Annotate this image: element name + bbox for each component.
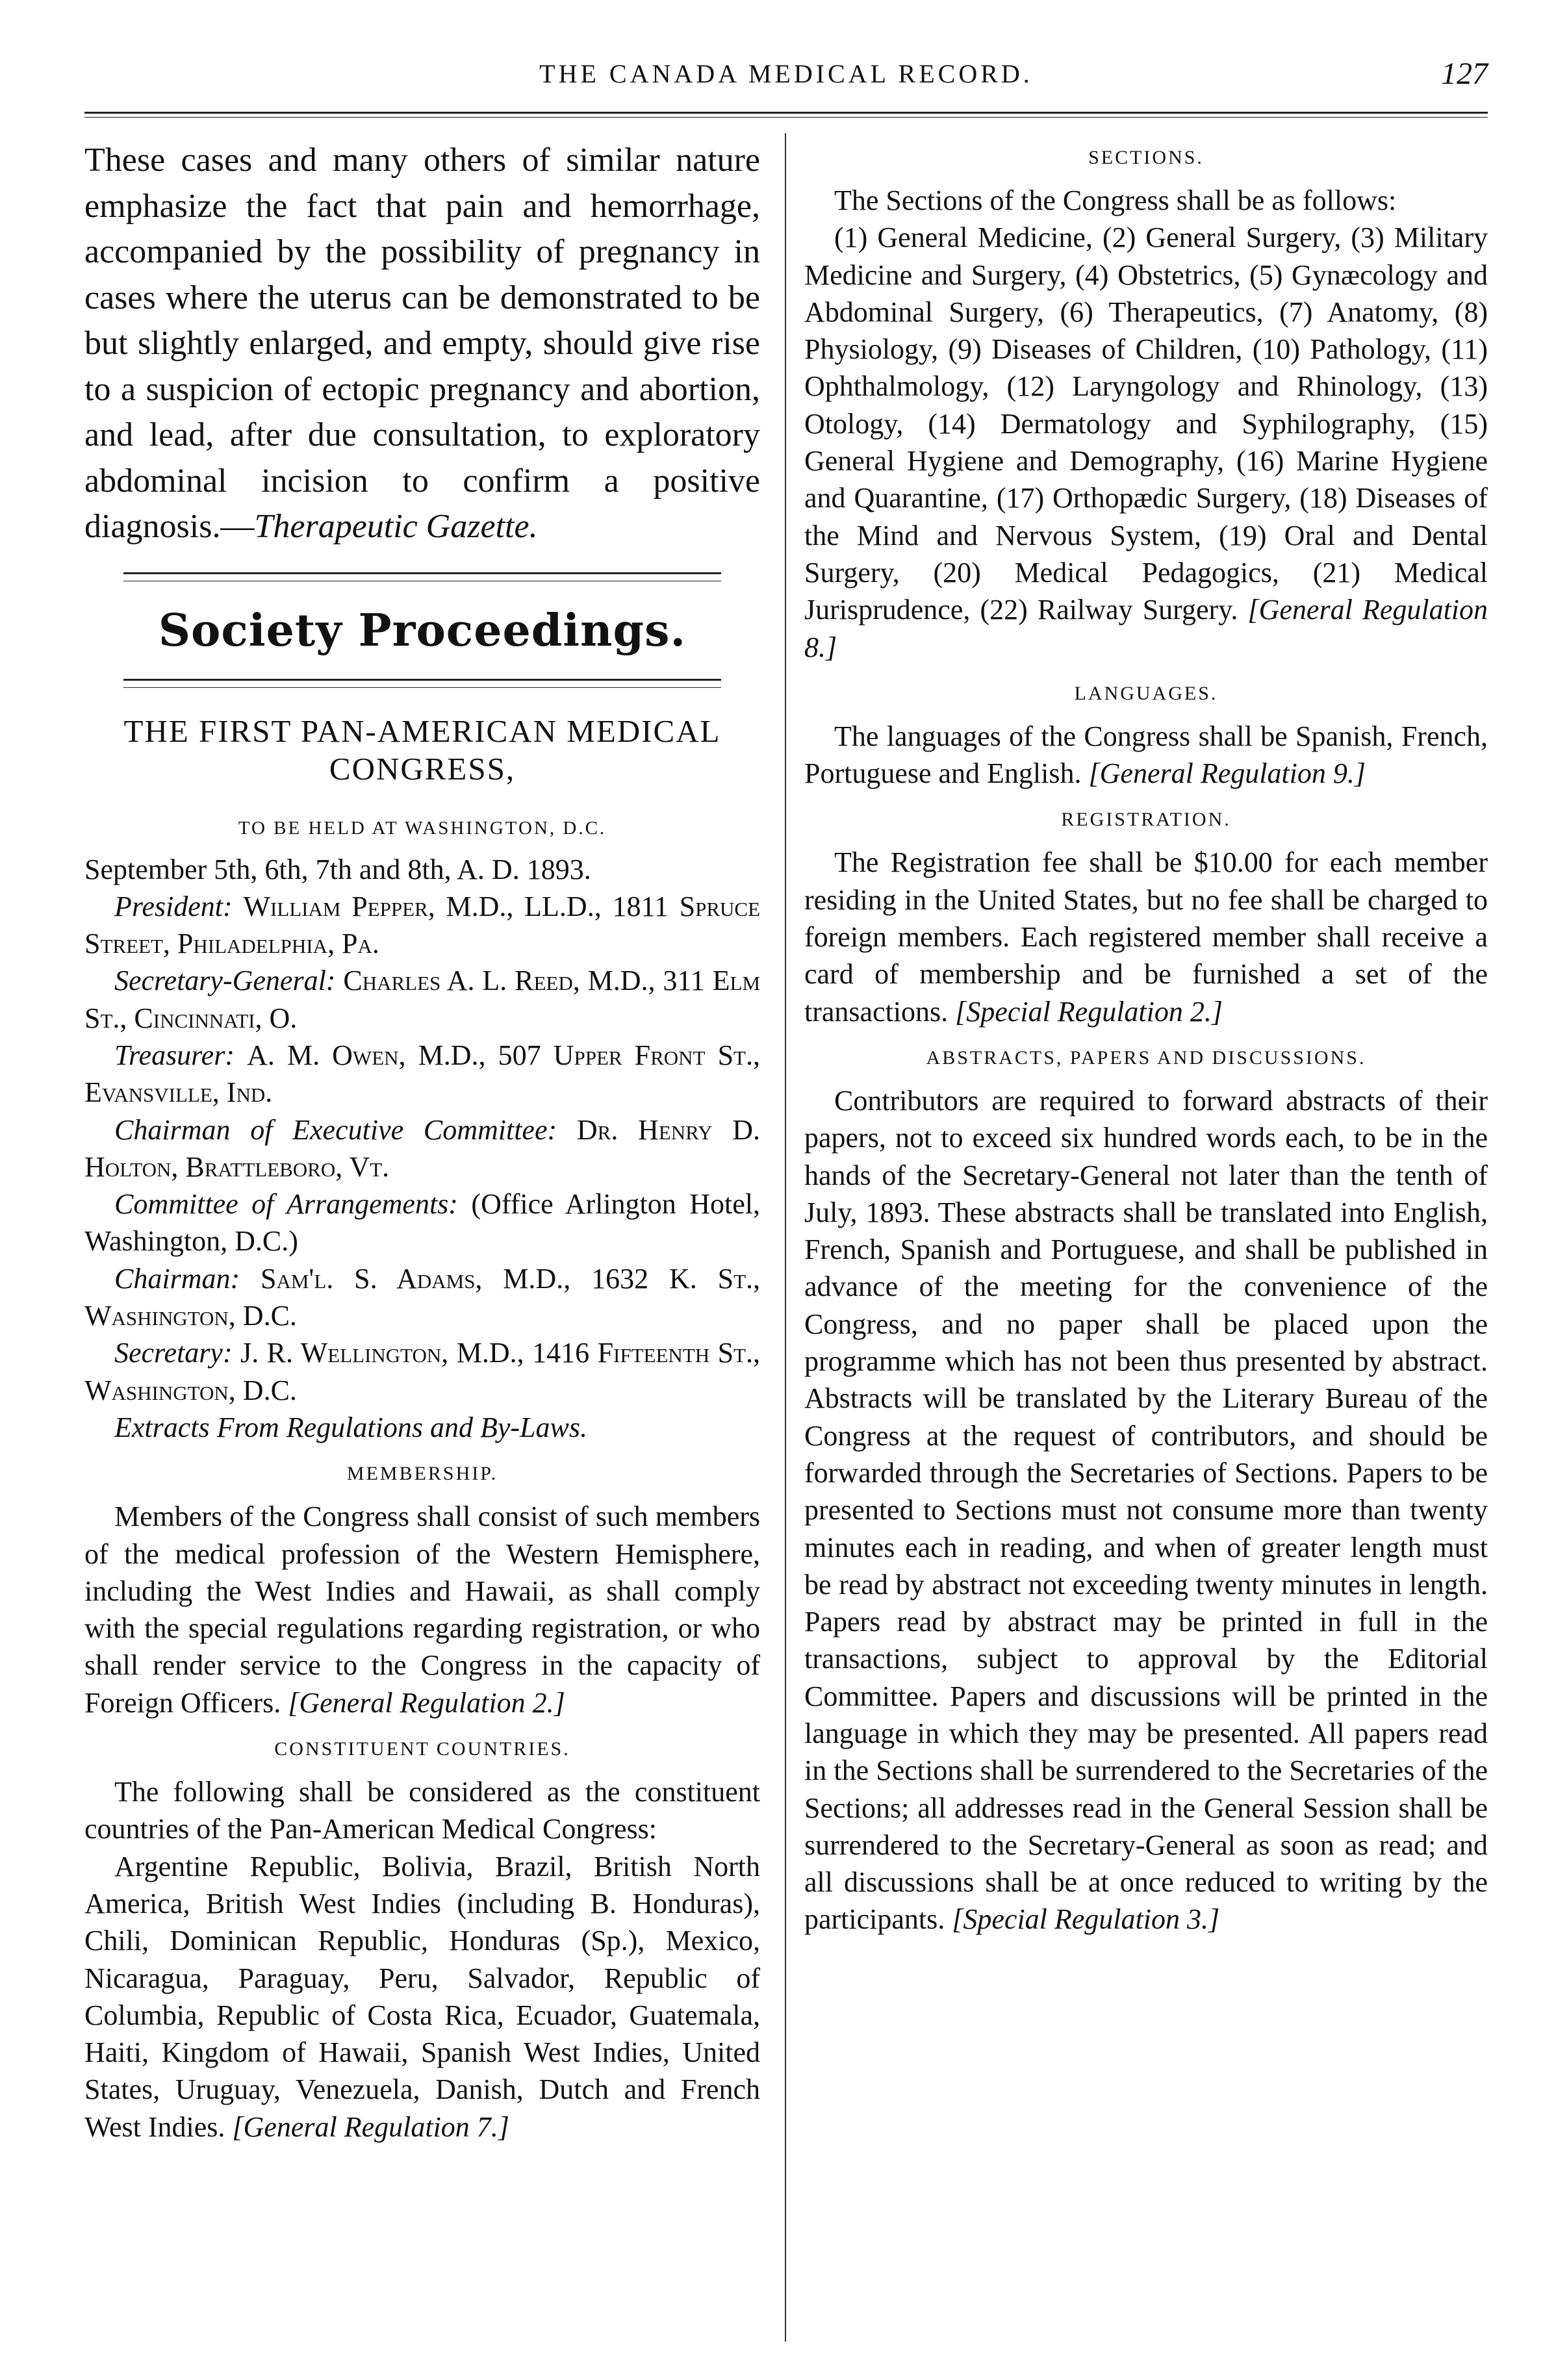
officer-entry (84, 1260, 760, 1335)
article-subtitle: TO BE HELD AT WASHINGTON, D.C. (238, 817, 607, 839)
officer-role: Chairman: (114, 1262, 240, 1295)
regulation-reference: [Special Regulation 2.] (955, 995, 1223, 1028)
source-citation: Therapeutic Gazette. (254, 508, 538, 545)
sections-list-text: (1) General Medicine, (2) General Surgery, (3) Military Medicine and Surgery, (4) Obstetrics, (5) Gynæcology and Abdominal Surgery, (6) Therapeutics, (7) Anatomy, (8) Physiology, (9) Diseases of Children, (10) Pathology, (11) Ophthalmology, (12) Laryngology and Rhinology, (13) Otology, (14) Dermatology and Syphilography, (15) General Hygiene and Demography, (16) Marine Hygiene and Quarantine, (17) Orthopædic Surgery, (18) Diseases of the Mind and Nervous System, (19) Oral and Dental Surgery, (20) Medical Pedagogics, (21) Medical Jurisprudence, (22) Railway Surgery. (804, 222, 1488, 626)
column-divider (785, 133, 786, 2342)
article-title: THE FIRST PAN-AMERICAN MEDICAL CONGRESS, (123, 713, 721, 787)
page-number: 127 (1441, 57, 1488, 91)
sections-list (804, 219, 1488, 666)
constituent-list-text: Argentine Republic, Bolivia, Brazil, British North America, British West Indies (including B. Honduras), Chili, Dominican Republic, Honduras (Sp.), Mexico, Nicaragua, Paraguay, Peru, Salvador, Republic of Columbia, Republic of Costa Rica, Ecuador, Guatemala, Haiti, Kingdom of Hawaii, Spanish West Indies, United States, Uruguay, Venezuela, Danish, Dutch and French West Indies. (84, 1850, 760, 2143)
sections-intro: The Sections of the Congress shall be as follows: (834, 184, 1397, 216)
registration-paragraph (804, 844, 1488, 1030)
officer-entry (84, 1185, 760, 1260)
officer-role: Secretary-General: (114, 965, 336, 997)
regulation-reference: [General Regulation 7.] (232, 2110, 509, 2143)
congress-dates: September 5th, 6th, 7th and 8th, A. D. 1893. (84, 853, 591, 885)
officer-entry (84, 962, 760, 1037)
closing-paragraph (84, 138, 760, 550)
officer-details: Charles A. L. Reed, M.D., 311 Elm St., Cincinnati, O. (84, 965, 761, 1034)
header-rule-thin (84, 117, 1488, 118)
officer-role: President: (114, 890, 233, 922)
officer-details: William Pepper, M.D., LL.D., 1811 Spruce Street, Philadelphia, Pa. (84, 890, 761, 960)
officer-role: Chairman of Executive Committee: (114, 1113, 557, 1146)
officer-entry (84, 1111, 760, 1186)
running-head (84, 58, 1488, 97)
society-proceedings-heading: Society Proceedings. (158, 604, 687, 657)
abstracts-text: Contributors are required to forward abstracts of their papers, not to exceed six hundred words each, to be in the hands of the Secretary-General not later than the tenth of July, 1893. These abstracts shall be translated into English, French, Spanish and Portuguese, and shall be published in advance of the meeting for the convenience of the Congress, and no paper shall be placed upon the programme which has not been thus presented by abstract. Abstracts will be translated by the Literary Bureau of the Congress at the request of contributors, and should be forwarded through the Secretaries of Sections. Papers to be presented to Sections must not consume more than twenty minutes each in reading, and when of greater length must be read by abstract not exceeding twenty minutes in length. Papers read by abstract may be printed in full in the transactions, subject to approval by the Editorial Committee. Papers and discussions will be printed in the language in which they may be presented. All papers read in the Sections shall be surrendered to the Secretaries of the Sections; all addresses read in the General Session shall be surrendered to the Secretary-General as soon as read; and all discussions shall be at once reduced to writing by the participants. (804, 1084, 1488, 1936)
extracts-title-text: Extracts From Regulations and By-Laws. (114, 1411, 587, 1443)
abstracts-paragraph (804, 1082, 1488, 1938)
regulation-reference: [General Regulation 9.] (1088, 757, 1366, 790)
languages-heading: LANGUAGES. (1074, 682, 1218, 704)
regulation-reference: [General Regulation 2.] (288, 1686, 565, 1719)
languages-text: The languages of the Congress shall be Spanish, French, Portuguese and English. (804, 720, 1488, 790)
constituent-list (84, 1848, 760, 2146)
section-rule (123, 679, 721, 688)
officer-role: Secretary: (114, 1337, 233, 1369)
officer-entry (84, 888, 760, 963)
journal-title: THE CANADA MEDICAL RECORD. (539, 59, 1033, 88)
membership-heading: MEMBERSHIP. (346, 1463, 498, 1485)
constituent-intro: The following shall be considered as the constituent countries of the Pan-American Medical Congress: (84, 1776, 760, 1845)
officer-details: Sam'l. S. Adams, M.D., 1632 K. St., Washington, D.C. (84, 1262, 761, 1332)
officer-details: Dr. Henry D. Holton, Brattleboro, Vt. (84, 1113, 761, 1183)
right-column (804, 138, 1488, 1938)
officer-role: Treasurer: (114, 1039, 235, 1071)
membership-paragraph (84, 1498, 760, 1721)
constituent-countries-heading: CONSTITUENT COUNTRIES. (274, 1738, 570, 1760)
officer-details: J. R. Wellington, M.D., 1416 Fifteenth St., Washington, D.C. (84, 1337, 760, 1406)
extracts-title (84, 1409, 760, 1446)
officer-entry (84, 1334, 760, 1409)
section-rule (123, 572, 721, 581)
closing-paragraph-text: These cases and many others of similar nature emphasize the fact that pain and hemorrhage, accompanied by the possibility of pregnancy in cases where the uterus can be demonstrated to be but slightly enlarged, and empty, should give rise to a suspicion of ectopic pregnancy and abortion, and lead, after due consultation, to exploratory abdominal incision to confirm a positive diagnosis.— (84, 142, 760, 545)
officer-role: Committee of Arrangements: (114, 1188, 458, 1221)
header-rule (84, 112, 1488, 114)
membership-text: Members of the Congress shall consist of such members of the medical profession of the Western Hemisphere, including the West Indies and Hawaii, as shall comply with the special regulations regarding registration, or who shall render service to the Congress in the capacity of Foreign Officers. (84, 1500, 760, 1719)
registration-heading: REGISTRATION. (1061, 809, 1231, 831)
registration-text: The Registration fee shall be $10.00 for each member residing in the United States, but no fee shall be charged to foreign members. Each registered member shall receive a card of membership and be furnished a set of the transactions. (804, 846, 1488, 1028)
sections-heading: SECTIONS. (1088, 147, 1204, 168)
abstracts-heading: ABSTRACTS, PAPERS AND DISCUSSIONS. (926, 1046, 1366, 1069)
officer-details: A. M. Owen, M.D., 507 Upper Front St., Evansville, Ind. (84, 1039, 760, 1109)
languages-paragraph (804, 718, 1488, 792)
officer-entry (84, 1037, 760, 1111)
left-column (84, 138, 760, 2146)
regulation-reference: [General Regulation 8.] (804, 594, 1488, 663)
regulation-reference: [Special Regulation 3.] (952, 1903, 1220, 1936)
officer-details: (Office Arlington Hotel, Washington, D.C.) (84, 1188, 760, 1258)
